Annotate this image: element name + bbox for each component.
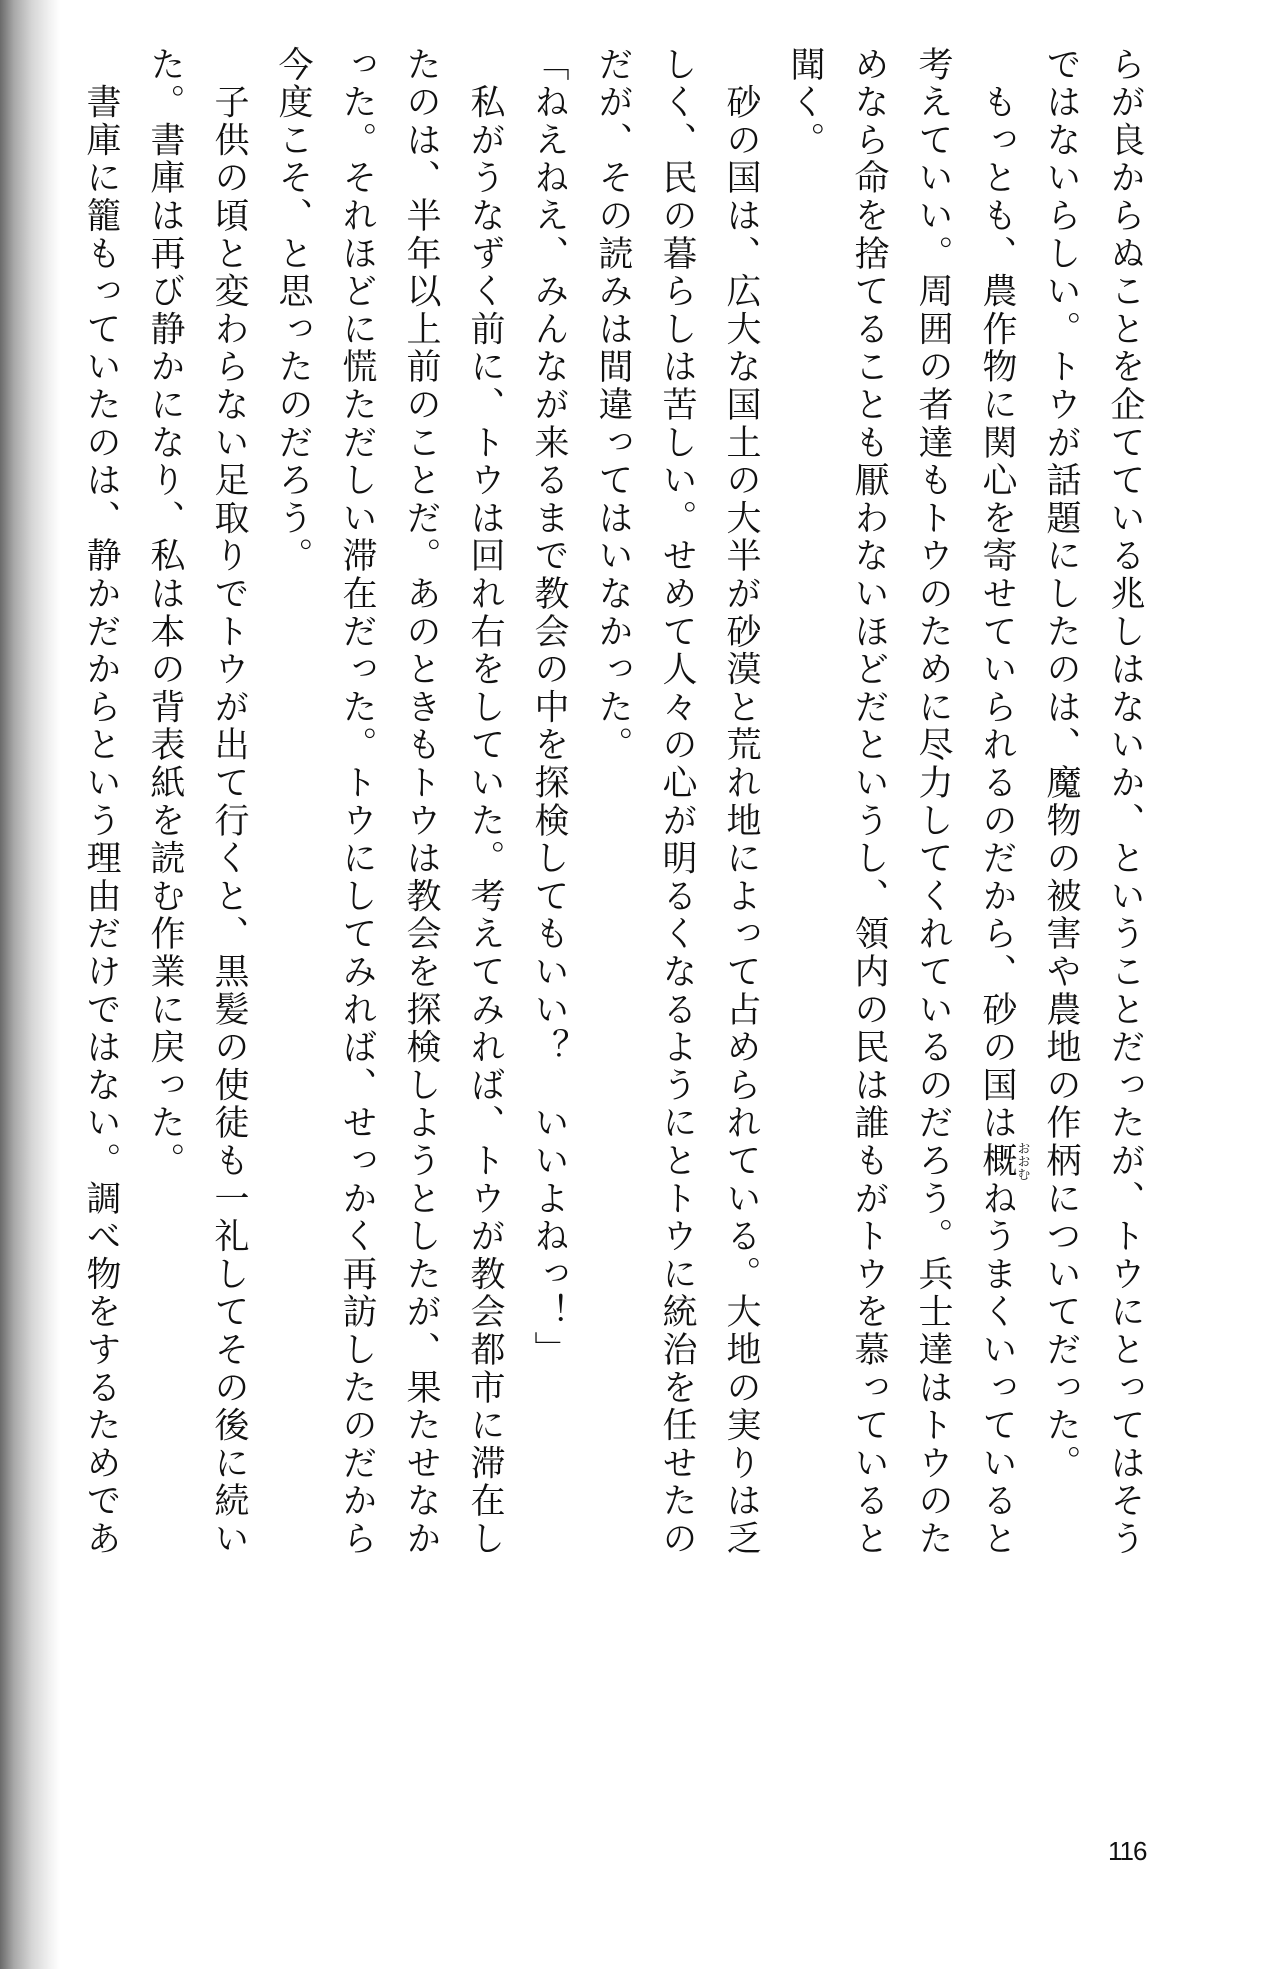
page-number: 116 [1108, 1836, 1147, 1866]
ruby-reading: おおむ [1014, 1141, 1030, 1181]
dialogue-line: 「ねえねえ、みんなが来るまで教会の中を探検してもいい？ いいよねっ！」 [529, 46, 569, 1369]
ruby-base: 概 [977, 1141, 1017, 1181]
text-line: 聞く。 [785, 46, 825, 160]
text-line: らが良からぬことを企てている兆しはないか、ということだったが、トウにとってはそう [1105, 46, 1145, 1558]
text-line: 子供の頃と変わらない足取りでトウが出て行くと、黒髪の使徒も一礼してその後に続い [209, 46, 249, 1558]
text-segment: もっとも、農作物に関心を寄せていられるのだから、砂の国は [977, 46, 1017, 1143]
ruby-annotation [977, 1141, 1030, 1181]
text-line: 書庫に籠もっていたのは、静かだからという理由だけではない。調べ物をするためであ [81, 46, 121, 1558]
text-line: めなら命を捨てることも厭わないほどだというし、領内の民は誰もがトウを慕っていると [849, 46, 889, 1558]
text-line: った。それほどに慌ただしい滞在だった。トウにしてみれば、せっかく再訪したのだから [337, 46, 377, 1558]
text-line: 私がうなずく前に、トウは回れ右をしていた。考えてみれば、トウが教会都市に滞在し [465, 46, 505, 1558]
page-binding-shadow [0, 0, 60, 1969]
text-line: ではないらしい。トウが話題にしたのは、魔物の被害や農地の作柄についてだった。 [1041, 46, 1081, 1483]
text-line: だが、その読みは間違ってはいなかった。 [593, 46, 633, 765]
text-line: たのは、半年以上前のことだ。あのときもトウは教会を探検しようとしたが、果たせなか [401, 46, 441, 1558]
text-segment: ねうまくいっていると [977, 1180, 1017, 1559]
text-line: た。書庫は再び静かになり、私は本の背表紙を読む作業に戻った。 [145, 46, 185, 1180]
text-line: 考えていい。周囲の者達もトウのために尽力してくれているのだろう。兵士達はトウのた [913, 46, 953, 1558]
text-line [965, 46, 1029, 1576]
text-line: しく、民の暮らしは苦しい。せめて人々の心が明るくなるようにとトウに統治を任せたの [657, 46, 697, 1558]
text-line: 砂の国は、広大な国土の大半が砂漠と荒れ地によって占められている。大地の実りは乏 [721, 46, 761, 1558]
text-line: 今度こそ、と思ったのだろう。 [273, 46, 313, 576]
